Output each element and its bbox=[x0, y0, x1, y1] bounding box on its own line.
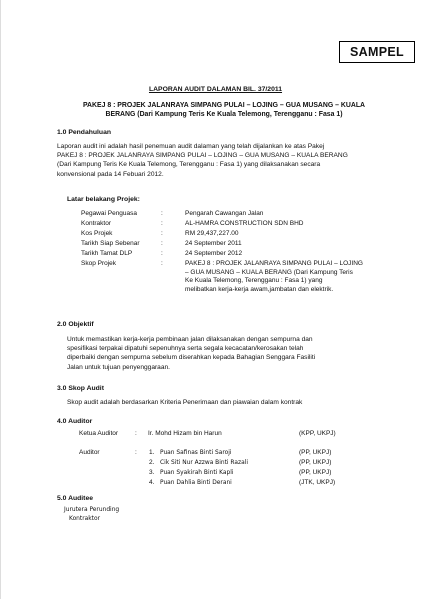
bg-colon: : bbox=[161, 230, 163, 237]
background-subheading: Latar belakang Projek: bbox=[67, 196, 140, 203]
section-4-heading: 4.0 Auditor bbox=[57, 418, 93, 425]
bg-colon: : bbox=[161, 210, 163, 217]
para-line: Untuk memastikan kerja-kerja pembinaan jalan dilaksanakan dengan sempurna dan bbox=[67, 336, 313, 343]
skop-line: – GUA MUSANG – KUALA BERANG (Dari Kampung Teris bbox=[185, 268, 353, 276]
para-line: spesifikasi terpakai dipatuhi sepenuhnya serta segala kecacatan/kerosakan telah bbox=[67, 345, 304, 353]
auditor-tag: (PP, UKPJ) bbox=[299, 459, 332, 466]
bg-value: 24 September 2011 bbox=[185, 240, 242, 247]
bg-value bbox=[185, 260, 385, 294]
auditor-number: 4. bbox=[149, 479, 155, 486]
section-3-paragraph: Skop audit adalah berdasarkan Kriteria Penerimaan dan piawaian dalam kontrak bbox=[67, 399, 303, 406]
bg-colon: : bbox=[161, 220, 163, 227]
project-title-line-2: BERANG (Dari Kampung Teris Ke Kuala Telemong, Terengganu : Fasa 1) bbox=[105, 111, 343, 118]
auditor-tag: (PP, UKPJ) bbox=[299, 449, 332, 456]
para-line: Laporan audit ini adalah hasil penemuan audit dalaman yang telah dijalankan ke atas Pakej bbox=[57, 143, 325, 150]
skop-line: melibatkan kerja-kerja awam,jambatan dan elektrik. bbox=[185, 285, 334, 293]
auditor-colon: : bbox=[135, 449, 137, 456]
bg-colon: : bbox=[161, 240, 163, 247]
auditee-item: Jurutera Perunding bbox=[64, 507, 120, 513]
bg-value: 24 September 2012 bbox=[185, 250, 243, 257]
para-line: PAKEJ 8 : PROJEK JALANRAYA SIMPANG PULAI – LOJING – GUA MUSANG – KUALA BERANG bbox=[57, 152, 348, 160]
bg-key: Skop Projek bbox=[81, 260, 117, 267]
project-title-line-1: PAKEJ 8 : PROJEK JALANRAYA SIMPANG PULAI – LOJING – GUA MUSANG – KUALA bbox=[82, 102, 366, 109]
project-title bbox=[59, 101, 389, 119]
section-1-paragraph bbox=[57, 142, 387, 179]
auditor-name: Puan Safinas Binti Saroji bbox=[160, 450, 232, 456]
lead-auditor-label: Ketua Auditor bbox=[79, 430, 119, 437]
lead-auditor-colon: : bbox=[135, 430, 137, 437]
bg-key: Kontraktor bbox=[81, 220, 111, 227]
bg-value: AL-HAMRA CONSTRUCTION SDN BHD bbox=[185, 220, 304, 227]
lead-auditor-tag: (KPP, UKPJ) bbox=[299, 430, 336, 437]
lead-auditor-name: Ir. Mohd Hizam bin Harun bbox=[148, 430, 222, 437]
para-line: konvensional pada 14 Febuari 2012. bbox=[57, 170, 164, 178]
section-2-heading: 2.0 Objektif bbox=[57, 321, 94, 328]
section-1-heading: 1.0 Pendahuluan bbox=[57, 129, 112, 136]
skop-line: Ke Kuala Telemong, Terengganu : Fasa 1) yang bbox=[185, 277, 323, 285]
bg-value: Pengarah Cawangan Jalan bbox=[185, 210, 264, 217]
sample-stamp: SAMPEL bbox=[339, 41, 415, 63]
auditor-tag: (JTK, UKPJ) bbox=[299, 479, 336, 486]
report-title: LAPORAN AUDIT DALAMAN BIL. 37/2011 bbox=[148, 86, 283, 93]
bg-key: Tarikh Siap Sebenar bbox=[81, 240, 140, 247]
bg-colon: : bbox=[161, 250, 163, 257]
auditee-item: Kontraktor bbox=[69, 516, 100, 522]
bg-colon: : bbox=[161, 260, 163, 267]
auditor-name: Puan Dahlia Binti Derani bbox=[160, 480, 232, 486]
section-2-paragraph bbox=[67, 335, 389, 372]
bg-key: Tarikh Tamat DLP bbox=[81, 250, 133, 257]
bg-key: Kos Projek bbox=[81, 230, 113, 237]
para-line: (Dari Kampung Teris Ke Kuala Telemong, Terengganu : Fasa 1) yang dilaksanakan secara bbox=[57, 161, 321, 169]
auditor-number: 3. bbox=[149, 469, 155, 476]
auditor-name: Puan Syakirah Binti Kapli bbox=[160, 470, 234, 476]
auditor-name: Cik Siti Nur Azzwa Binti Razali bbox=[160, 460, 248, 466]
auditor-label: Auditor bbox=[79, 449, 100, 456]
skop-line: PAKEJ 8 : PROJEK JALANRAYA SIMPANG PULAI – LOJING bbox=[185, 260, 363, 267]
section-3-heading: 3.0 Skop Audit bbox=[57, 385, 104, 392]
para-line: Jalan untuk tujuan penyenggaraan. bbox=[67, 363, 171, 371]
auditor-tag: (PP, UKPJ) bbox=[299, 469, 332, 476]
bg-value: RM 29,437,227.00 bbox=[185, 230, 239, 237]
section-5-heading: 5.0 Auditee bbox=[57, 495, 94, 502]
bg-key: Pegawai Penguasa bbox=[81, 210, 138, 217]
para-line: diperbaiki dengan sempurna sebelum diserahkan kepada Bahagian Senggara Fasiliti bbox=[67, 354, 316, 362]
auditor-number: 2. bbox=[149, 459, 155, 466]
auditor-number: 1. bbox=[149, 449, 155, 456]
